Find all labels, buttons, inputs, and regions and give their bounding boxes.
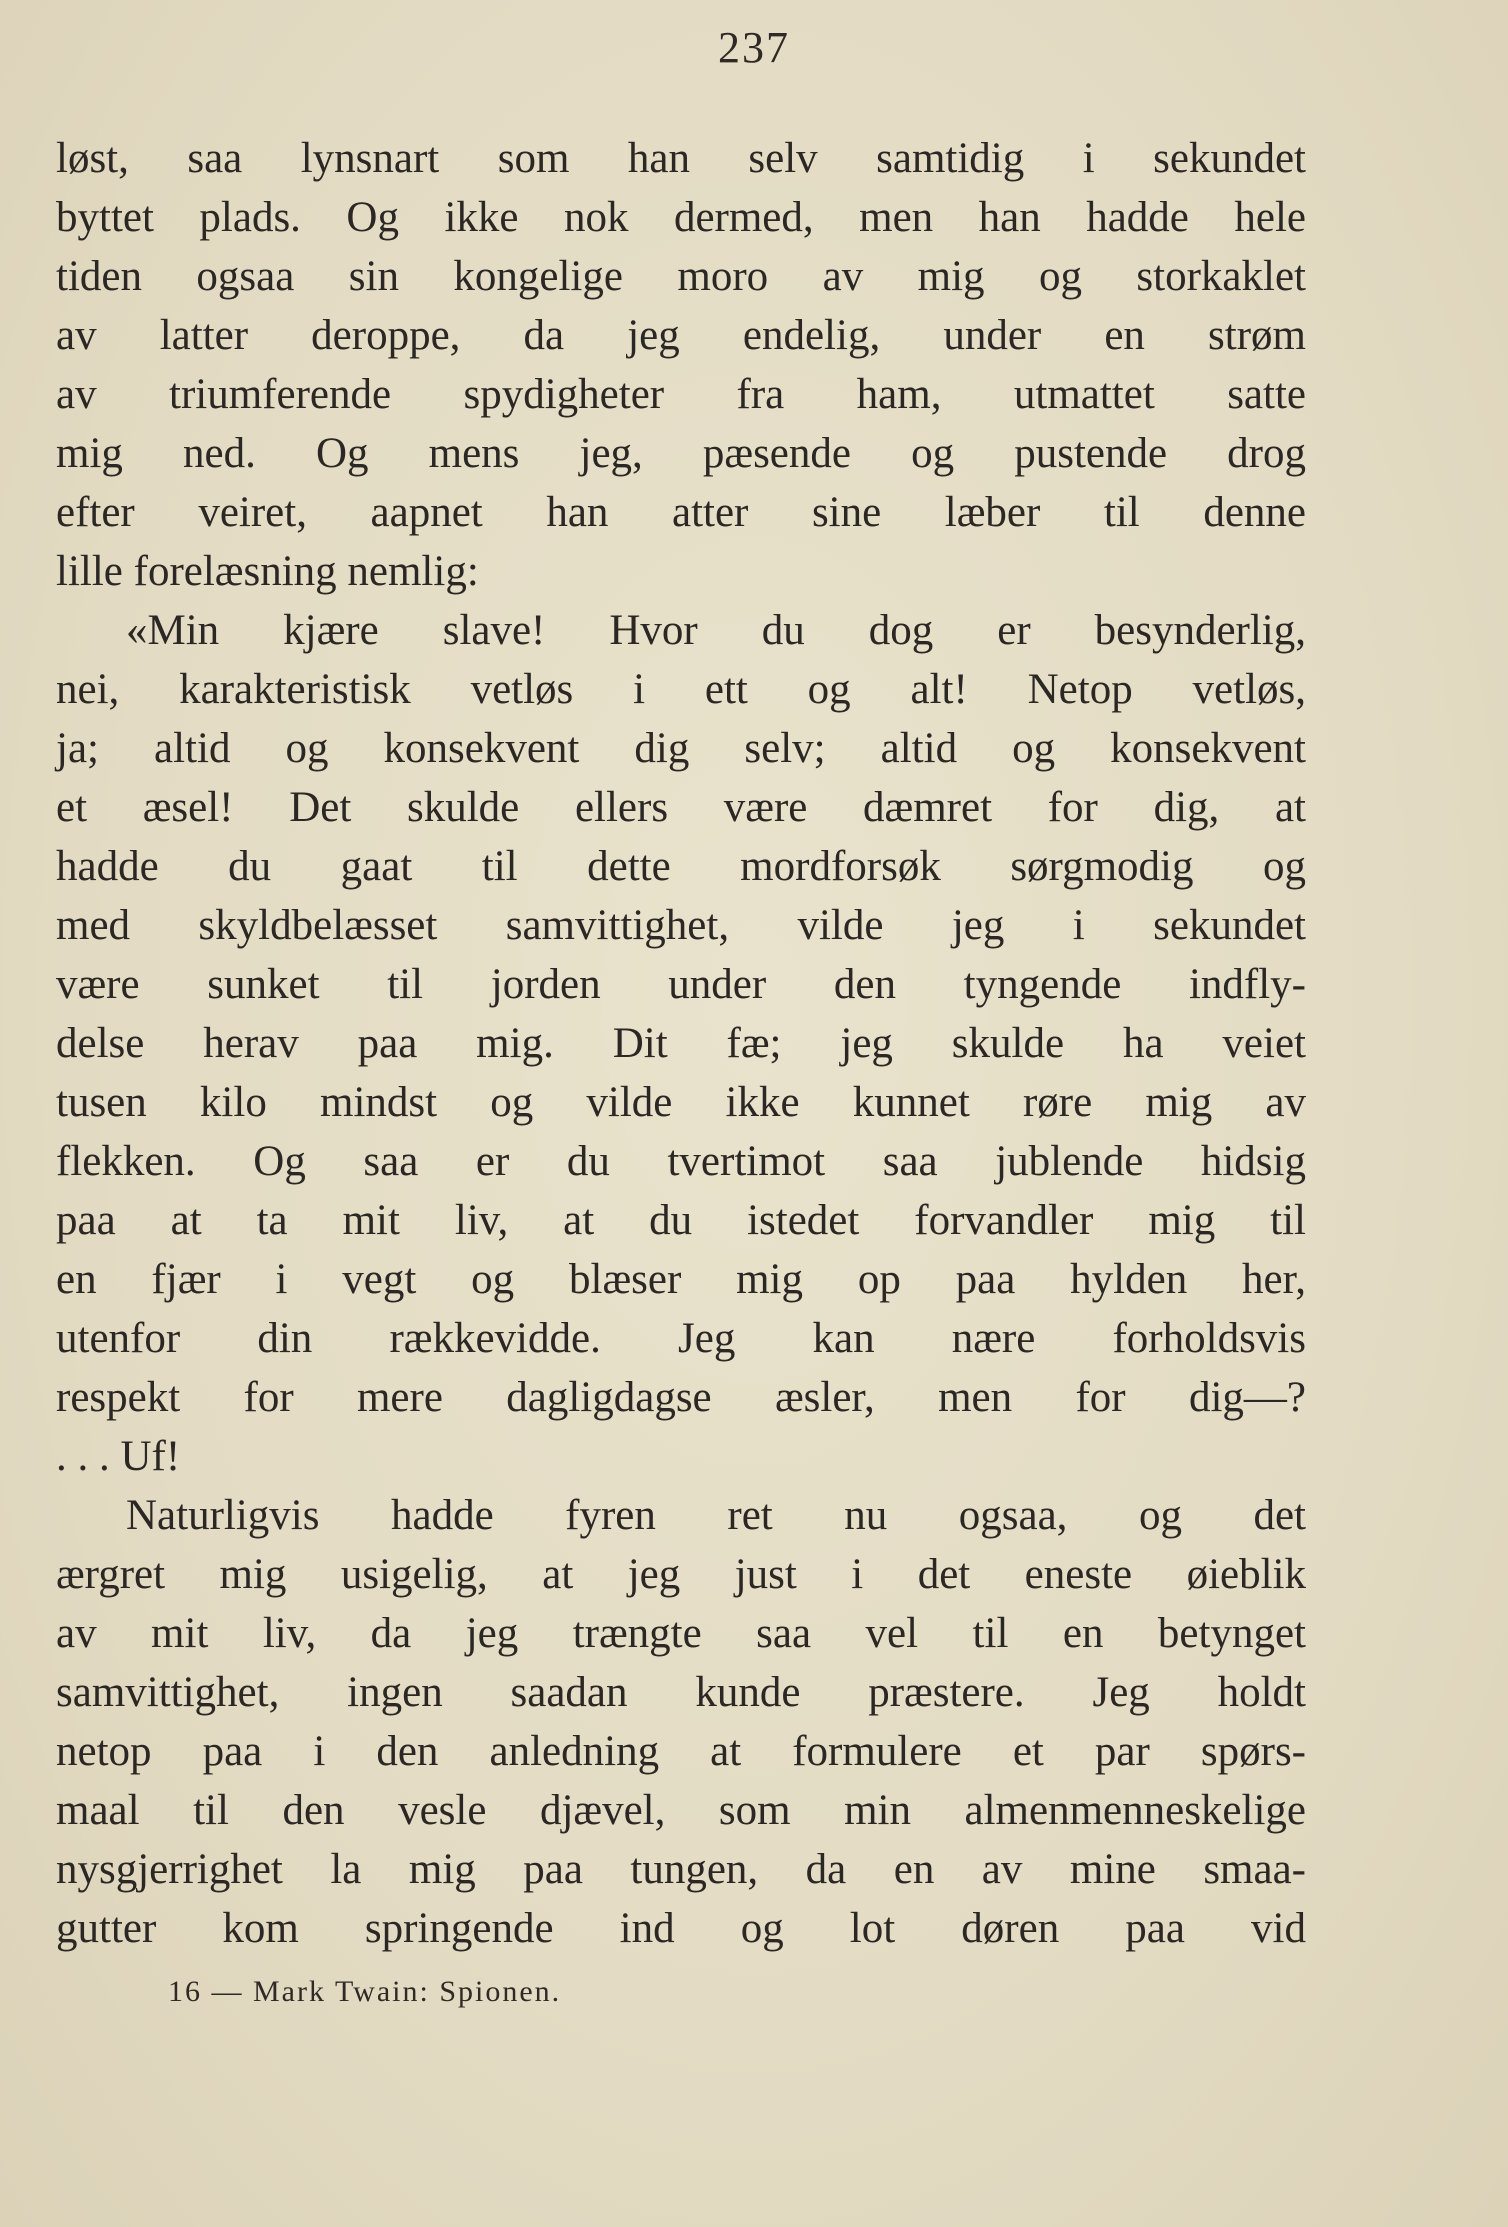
text-line: ærgret mig usigelig, at jeg just i det eneste øieblik <box>56 1551 1306 1598</box>
text-line: være sunket til jorden under den tyngende indfly- <box>56 961 1306 1008</box>
text-line: hadde du gaat til dette mordforsøk sørgmodig og <box>56 843 1306 890</box>
text-line: «Min kjære slave! Hvor du dog er besynderlig, <box>126 607 1306 654</box>
text-line: . . . Uf! <box>56 1433 181 1480</box>
text-line: samvittighet, ingen saadan kunde præstere. Jeg holdt <box>56 1669 1306 1716</box>
text-line: nysgjerrighet la mig paa tungen, da en av mine smaa- <box>56 1846 1306 1893</box>
text-line: efter veiret, aapnet han atter sine læber til denne <box>56 489 1306 536</box>
text-line: et æsel! Det skulde ellers være dæmret for dig, at <box>56 784 1306 831</box>
text-line: tiden ogsaa sin kongelige moro av mig og storkaklet <box>56 253 1306 300</box>
text-line: delse herav paa mig. Dit fæ; jeg skulde ha veiet <box>56 1020 1306 1067</box>
text-line: nei, karakteristisk vetløs i ett og alt! Netop vetløs, <box>56 666 1306 713</box>
text-line: mig ned. Og mens jeg, pæsende og pustende drog <box>56 430 1306 477</box>
text-line: av mit liv, da jeg trængte saa vel til en betynget <box>56 1610 1306 1657</box>
text-line: maal til den vesle djævel, som min almenmenneskelige <box>56 1787 1306 1834</box>
text-line: netop paa i den anledning at formulere et par spørs- <box>56 1728 1306 1775</box>
text-line: ja; altid og konsekvent dig selv; altid og konsekvent <box>56 725 1306 772</box>
footer-signature: 16 — Mark Twain: Spionen. <box>168 1975 562 2008</box>
page-number: 237 <box>718 23 790 72</box>
text-line: byttet plads. Og ikke nok dermed, men han hadde hele <box>56 194 1306 241</box>
text-line: løst, saa lynsnart som han selv samtidig i sekundet <box>56 135 1306 182</box>
text-line: tusen kilo mindst og vilde ikke kunnet røre mig av <box>56 1079 1306 1126</box>
text-line: Naturligvis hadde fyren ret nu ogsaa, og det <box>126 1492 1306 1539</box>
text-line: respekt for mere dagligdagse æsler, men for dig—? <box>56 1374 1306 1421</box>
text-line: av latter deroppe, da jeg endelig, under en strøm <box>56 312 1306 359</box>
text-line: lille forelæsning nemlig: <box>56 548 479 595</box>
text-line: av triumferende spydigheter fra ham, utmattet satte <box>56 371 1306 418</box>
text-line: paa at ta mit liv, at du istedet forvandler mig til <box>56 1197 1306 1244</box>
text-line: med skyldbelæsset samvittighet, vilde jeg i sekundet <box>56 902 1306 949</box>
text-line: en fjær i vegt og blæser mig op paa hylden her, <box>56 1256 1306 1303</box>
text-line: utenfor din rækkevidde. Jeg kan nære forholdsvis <box>56 1315 1306 1362</box>
text-line: flekken. Og saa er du tvertimot saa jublende hidsig <box>56 1138 1306 1185</box>
text-line: gutter kom springende ind og lot døren paa vid <box>56 1905 1306 1952</box>
